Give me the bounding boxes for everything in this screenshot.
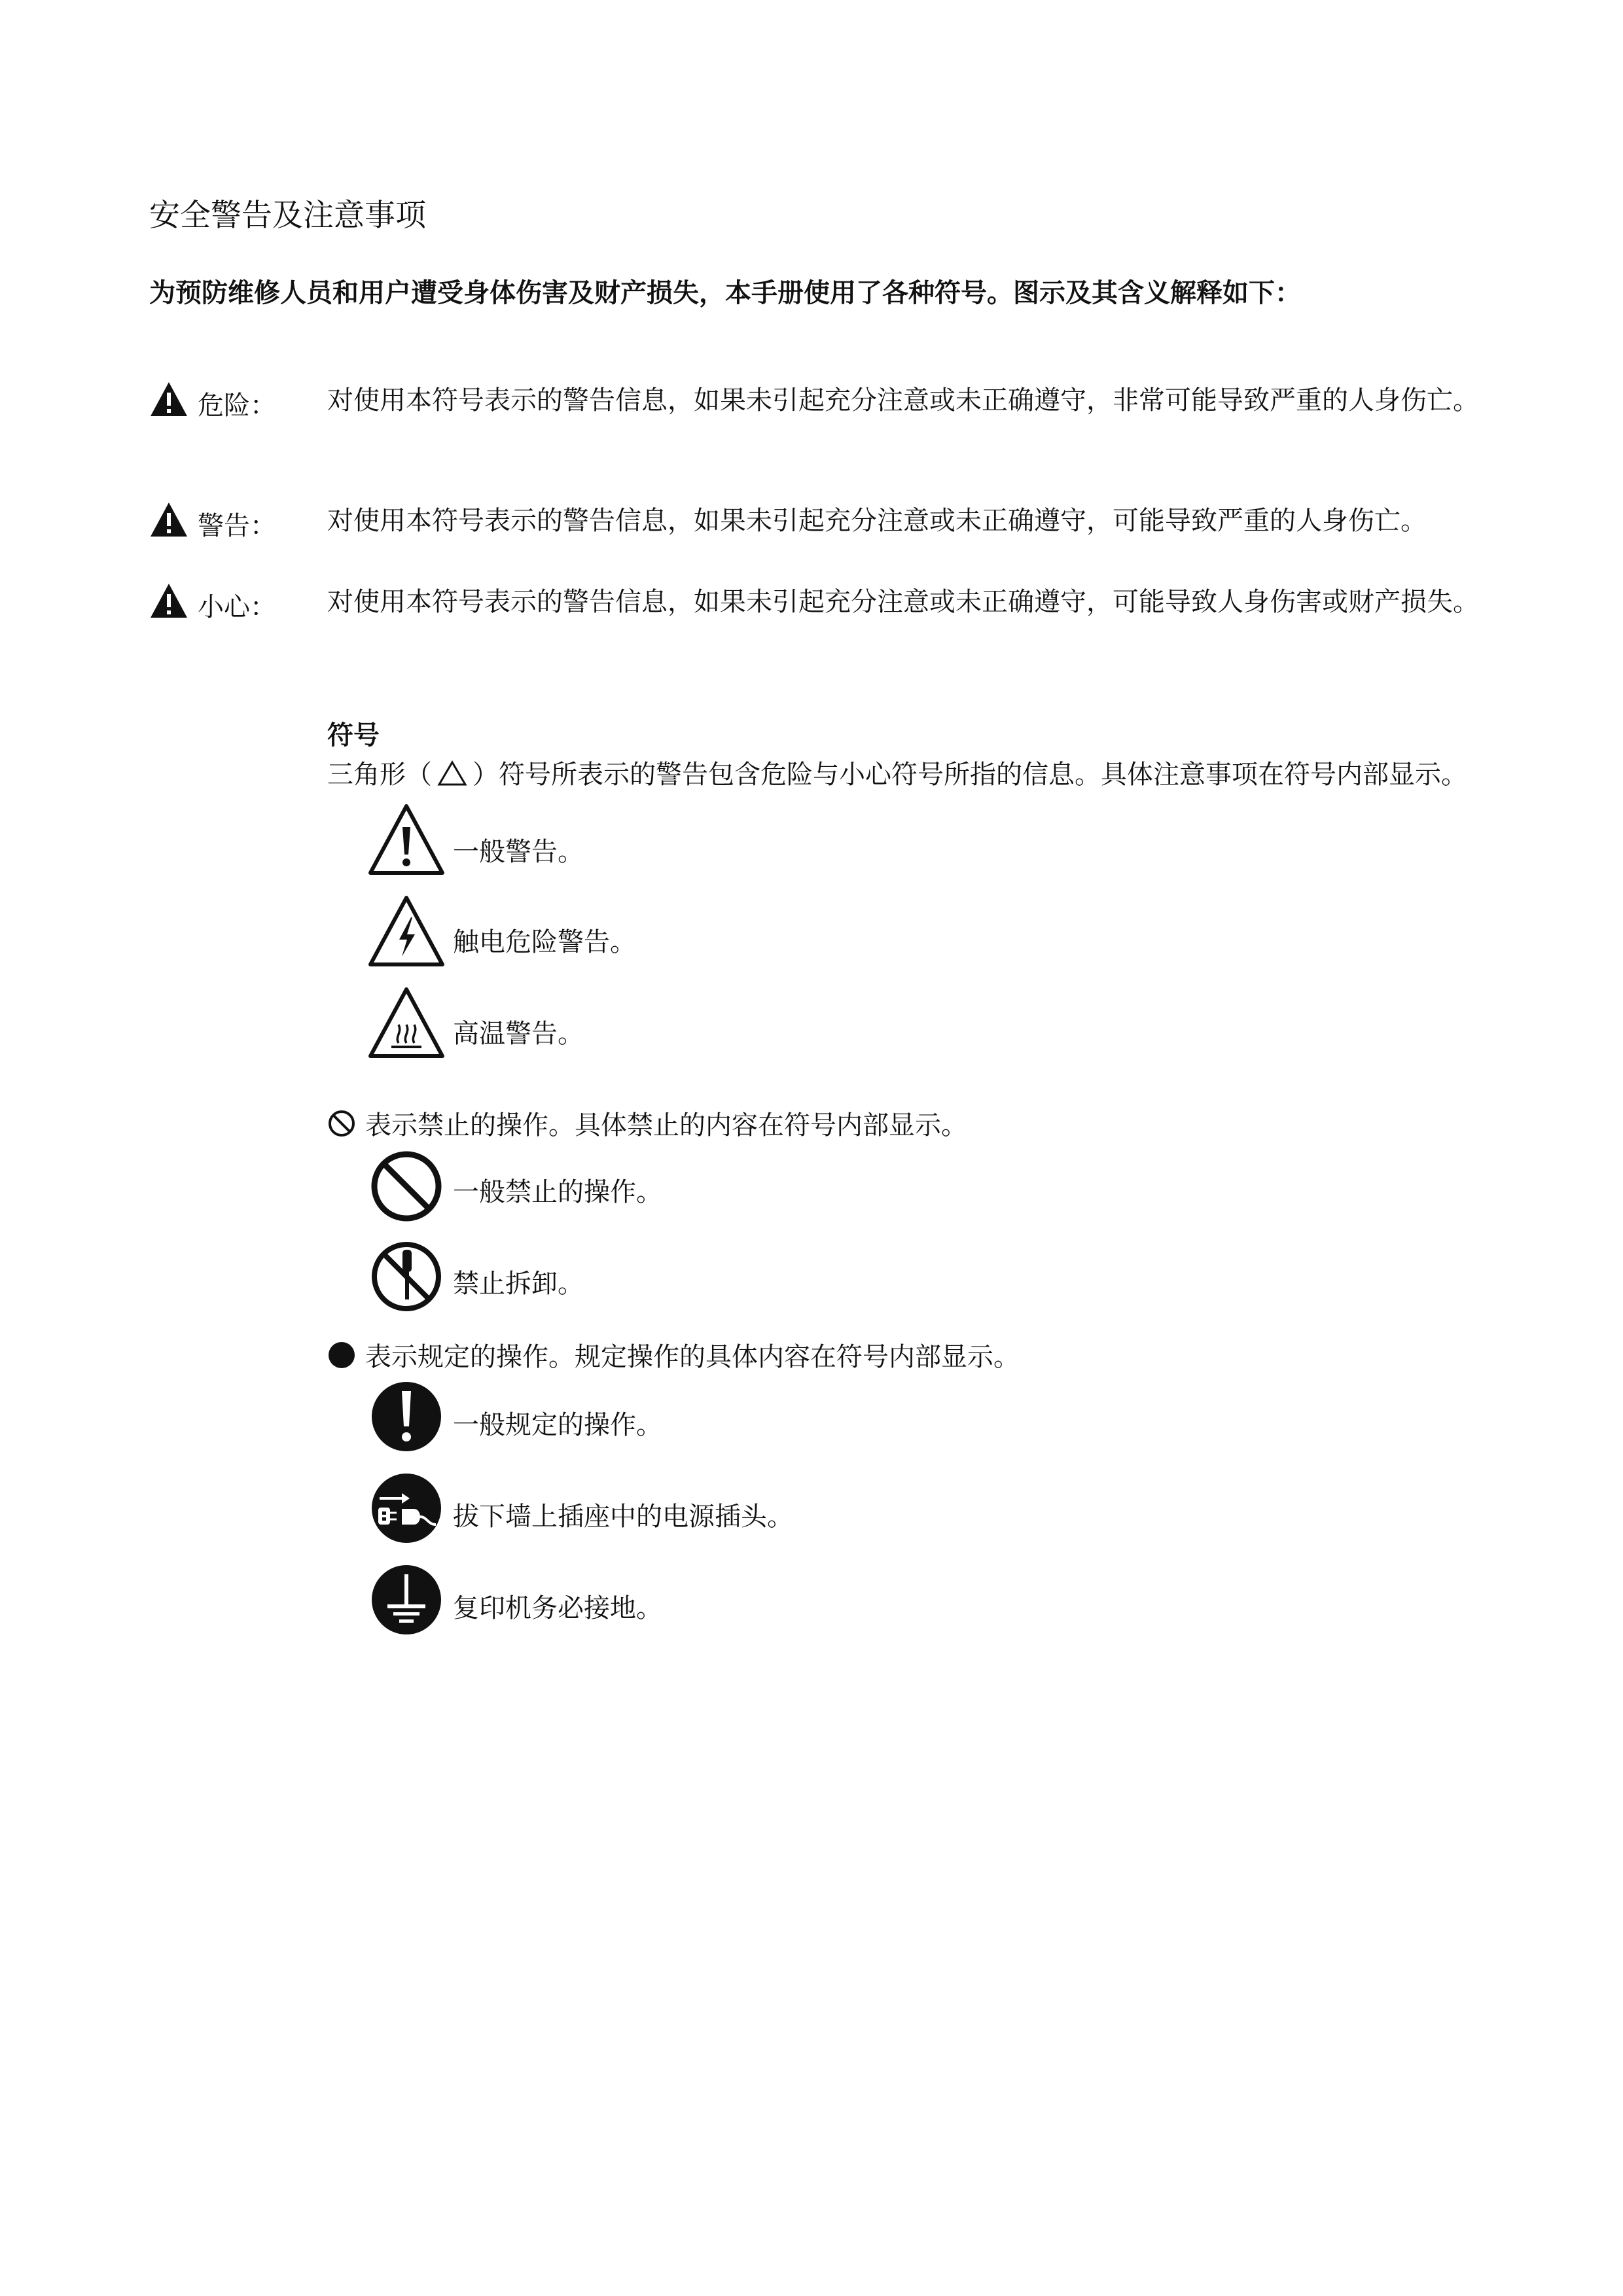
electric-shock-warning-icon [368,895,445,967]
required-item-label: 拔下墙上插座中的电源插头。 [453,1502,793,1532]
required-item-label: 复印机务必接地。 [453,1593,662,1623]
high-temperature-warning-icon [368,987,445,1059]
prohibited-desc-text: 表示禁止的操作。具体禁止的内容在符号内部显示。 [365,1110,967,1140]
caution-text: 对使用本符号表示的警告信息，如果未引起充分注意或未正确遵守，可能导致人身伤害或财产损失。 [327,587,1479,617]
general-warning-icon [368,804,445,875]
required-description [327,1336,1020,1373]
triangle-item-label: 一般警告。 [453,837,584,867]
prohibited-item-label: 禁止拆卸。 [453,1269,584,1299]
unplug-power-icon [368,1472,445,1544]
required-desc-text: 表示规定的操作。规定操作的具体内容在符号内部显示。 [365,1342,1020,1372]
page-title: 安全警告及注意事项 [149,198,426,234]
prohibited-description [327,1104,967,1142]
warning-triangle-icon [149,501,188,538]
mandatory-small-icon [327,1341,356,1369]
general-prohibition-icon [368,1150,445,1222]
triangle-outline-icon [437,760,467,786]
intro-text: 为预防维修人员和用户遭受身体伤害及财产损失，本手册使用了各种符号。图示及其含义解释如下： [149,278,1301,308]
danger-text: 对使用本符号表示的警告信息，如果未引起充分注意或未正确遵守，非常可能导致严重的人身伤亡。 [327,385,1479,415]
symbols-desc-after: ）符号所表示的警告包含危险与小心符号所指的信息。具体注意事项在符号内部显示。 [473,760,1467,790]
triangle-item-label: 触电危险警告。 [453,927,636,957]
ground-icon [368,1564,445,1636]
prohibition-small-icon [327,1109,356,1138]
warning-triangle-icon [149,381,188,417]
no-disassembly-icon [368,1241,445,1313]
prohibited-item-label: 一般禁止的操作。 [453,1177,662,1207]
triangle-item-label: 高温警告。 [453,1019,584,1049]
caution-label: 小心： [198,592,276,622]
warning-text: 对使用本符号表示的警告信息，如果未引起充分注意或未正确遵守，可能导致严重的人身伤亡。 [327,506,1427,536]
danger-label: 危险： [198,391,276,421]
required-item-label: 一般规定的操作。 [453,1410,662,1440]
warning-triangle-icon [149,582,188,619]
general-mandatory-icon [368,1381,445,1453]
symbols-desc-before: 三角形（ [327,760,432,790]
symbols-title: 符号 [327,720,380,751]
symbols-description [327,754,1467,791]
warning-label: 警告： [198,511,276,541]
